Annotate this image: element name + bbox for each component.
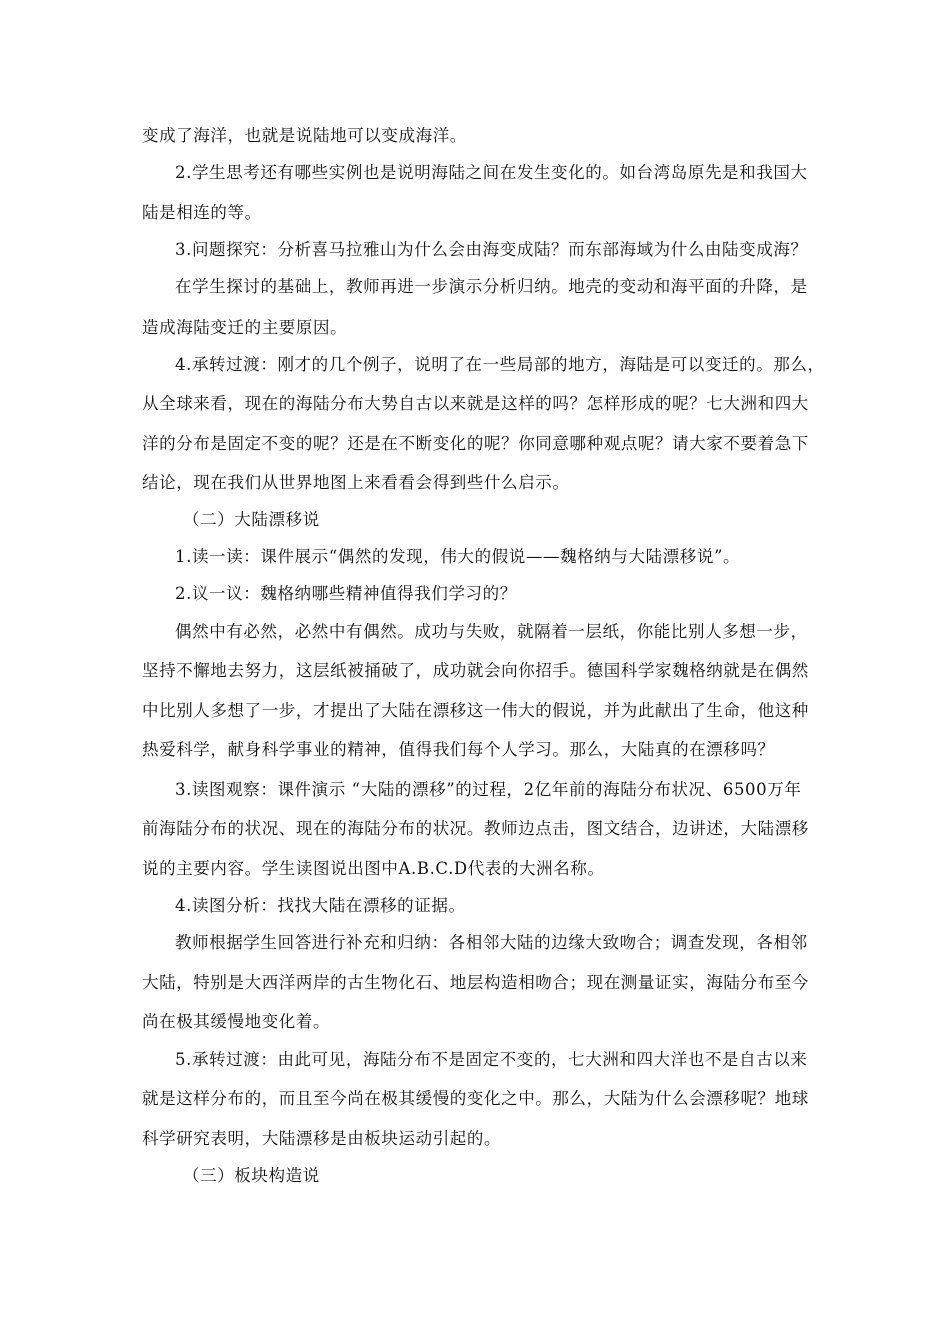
text-line: 变成了海洋，也就是说陆地可以变成海洋。: [142, 126, 467, 145]
text-line: 3.问题探究：分析喜马拉雅山为什么会由海变成陆？而东部海域为什么由陆变成海？: [175, 240, 808, 259]
text-line: 4.读图分析：找找大陆在漂移的证据。: [175, 896, 466, 915]
text-line: 3.读图观察：课件演示 “大陆的漂移”的过程，2亿年前的海陆分布状况、6500万年: [175, 780, 802, 799]
text-line: 热爱科学，献身科学事业的精神，值得我们每个人学习。那么，大陆真的在漂移吗？: [142, 740, 775, 759]
text-line: 偶然中有必然，必然中有偶然。成功与失败，就隔着一层纸，你能比别人多想一步，: [175, 622, 808, 641]
text-line: 大陆，特别是大西洋两岸的古生物化石、地层构造相吻合；现在测量证实，海陆分布至今: [142, 973, 809, 992]
text-line: 2.议一议：魏格纳哪些精神值得我们学习的？: [175, 584, 517, 603]
text-line: 前海陆分布的状况、现在的海陆分布的状况。教师边点击，图文结合，边讲述，大陆漂移: [142, 819, 809, 838]
text-line: 从全球来看，现在的海陆分布大势自古以来就是这样的吗？怎样形成的呢？七大洲和四大: [142, 394, 809, 413]
text-line: 结论，现在我们从世界地图上来看看会得到些什么启示。: [142, 473, 570, 492]
text-line: 5.承转过渡：由此可见，海陆分布不是固定不变的，七大洲和四大洋也不是自古以来: [175, 1050, 808, 1069]
text-line: 4.承转过渡：刚才的几个例子，说明了在一些局部的地方，海陆是可以变迁的。那么，: [175, 355, 825, 374]
text-line: 就是这样分布的，而且至今尚在极其缓慢的变化之中。那么，大陆为什么会漂移呢？地球: [142, 1089, 809, 1108]
text-line: 陆是相连的等。: [142, 203, 262, 222]
text-line: 教师根据学生回答进行补充和归纳：各相邻大陆的边缘大致吻合；调查发现，各相邻: [175, 933, 808, 952]
text-line: 2.学生思考还有哪些实例也是说明海陆之间在发生变化的。如台湾岛原先是和我国大: [175, 163, 808, 182]
text-line: 1.读一读：课件展示“偶然的发现，伟大的假说——魏格纳与大陆漂移说”。: [175, 547, 741, 566]
text-line: 造成海陆变迁的主要原因。: [142, 318, 348, 337]
text-line: 科学研究表明，大陆漂移是由板块运动引起的。: [142, 1129, 502, 1148]
text-line: 说的主要内容。学生读图说出图中A.B.C.D代表的大洲名称。: [142, 859, 605, 878]
text-line: 尚在极其缓慢地变化着。: [142, 1012, 331, 1031]
section-heading: （二）大陆漂移说: [183, 510, 320, 529]
text-line: 中比别人多想了一步，才提出了大陆在漂移这一伟大的假说，并为此献出了生命，他这种: [142, 701, 809, 720]
text-line: 在学生探讨的基础上，教师再进一步演示分析归纳。地壳的变动和海平面的升降，是: [175, 277, 808, 296]
section-heading: （三）板块构造说: [183, 1166, 320, 1185]
text-line: 坚持不懈地去努力，这层纸被捅破了，成功就会向你招手。德国科学家魏格纳就是在偶然: [142, 661, 809, 680]
text-line: 洋的分布是固定不变的呢？还是在不断变化的呢？你同意哪种观点呢？请大家不要着急下: [142, 434, 809, 453]
